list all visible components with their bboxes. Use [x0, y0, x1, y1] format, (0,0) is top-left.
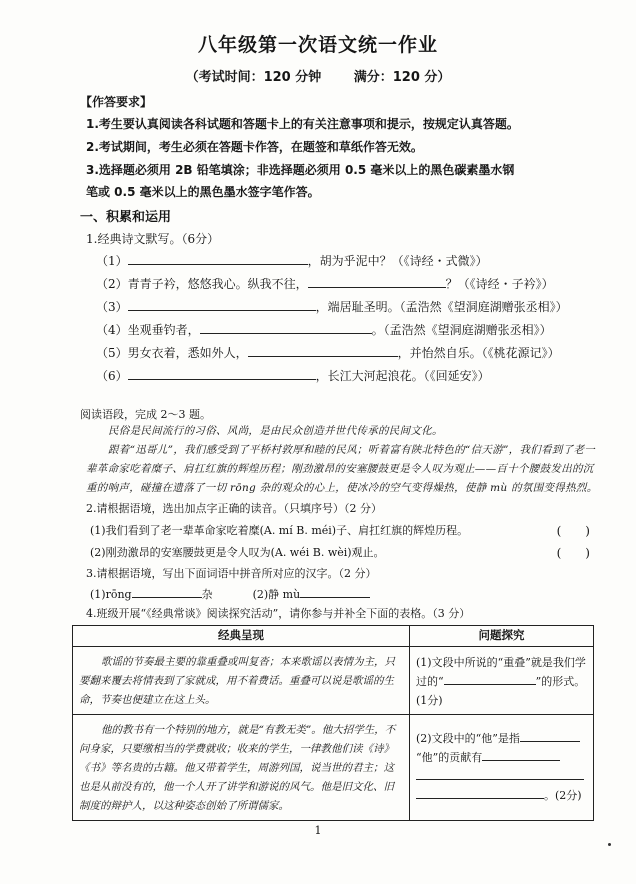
q1-line-3 — [96, 298, 568, 315]
inquiry-2-score: 。(2分) — [544, 789, 582, 802]
answer-blank[interactable] — [300, 585, 370, 598]
line-text: ，胡为乎泥中？（《诗经・式微》） — [307, 254, 488, 268]
answer-blank[interactable] — [308, 275, 446, 288]
answer-blank[interactable] — [520, 729, 580, 742]
line-number: （3） — [96, 300, 128, 314]
requirement-2: 2.考试期间，考生必须在答题卡作答，在题签和草纸作答无效。 — [86, 140, 423, 154]
page-number: 1 — [314, 824, 322, 837]
q1-line-2 — [96, 275, 554, 292]
q2-item-1: (1)我们看到了老一辈革命家吃着糜(A. mí B. méi)子、肩扛红旗的辉煌历程。 — [90, 524, 469, 537]
answer-blank[interactable] — [128, 367, 316, 380]
q3-item-1-suffix: 杂 — [201, 588, 213, 601]
inquiry-1-score: (1分) — [416, 694, 443, 707]
line-number: （4） — [96, 323, 128, 337]
q3-item-2: (2)静 mù — [252, 588, 301, 601]
reading-passage — [86, 422, 598, 498]
q1-line-1 — [96, 252, 488, 269]
q4-table — [72, 625, 594, 821]
answer-blank[interactable] — [128, 252, 308, 265]
passage-paragraph-1: 民俗是民间流行的习俗、风尚，是由民众创造并世代传承的民间文化。 — [108, 425, 443, 437]
line-text: 坐观垂钓者， — [127, 323, 200, 337]
q2-answer-1[interactable]: ( ) — [556, 524, 590, 538]
classic-text-1-content: 歌谣的节奏最主要的靠重叠或叫复沓；本来歌谣以表情为主，只要翻来覆去将情表到了家就成，用不着费话。重叠可以说是歌谣的生命，节奏也便建立在这上头。 — [79, 656, 395, 706]
q1-line-5 — [96, 344, 560, 361]
q2-answer-2[interactable]: ( ) — [556, 546, 590, 560]
answer-blank[interactable] — [128, 298, 316, 311]
q1-line-4 — [96, 321, 552, 338]
answer-blank[interactable] — [416, 767, 584, 780]
page-title: 八年级第一次语文统一作业 — [197, 34, 438, 56]
q1-line-6 — [96, 367, 490, 384]
answer-blank[interactable] — [482, 748, 560, 761]
inquiry-cell-1 — [410, 647, 594, 715]
requirements-heading: 【作答要求】 — [80, 95, 153, 109]
line-text: 青青子衿，悠悠我心。纵我不往， — [127, 277, 308, 291]
classic-text-2-content: 他的教书有一个特别的地方，就是“有教无类”。他大招学生，不问身家，只要缴相当的学费就收；收来的学生，一律教他们读《诗》《书》等名贵的古籍。他又带着学生，周游列国，说当世的君主；这也是从前没有的，他一个人开了讲学和游说的风气。他是旧文化、旧制度的辩护人，以这种姿态创始了所谓儒家。 — [79, 724, 396, 812]
line-number: （2） — [96, 277, 128, 291]
full-score: 满分：120 分） — [353, 70, 451, 85]
q4-prompt: 4.班级开展“《经典常谈》阅读探究活动”，请你参与并补全下面的表格。（3 分） — [86, 607, 471, 620]
line-text: 男女衣着，悉如外人， — [127, 346, 248, 360]
inquiry-1-suffix: ”的形式。 — [535, 675, 586, 688]
passage-paragraph-2: 跟着“迅哥儿”，我们感受到了平桥村敦厚和睦的民风；听着富有陕北特色的“信天游”，我们看到了老一辈革命家吃着糜子、肩扛红旗的辉煌历程；刚劲激昂的安塞腰鼓更是令人叹为观止——百十个腰鼓发出的沉重的响声，碰撞在遗落了一切 rōng 杂的观众的心上，使冰冷的空气变得燥热，使静 mù 的氛围变得热烈。 — [86, 444, 598, 494]
line-text: 。（孟浩然《望洞庭湖赠张丞相》） — [371, 323, 552, 337]
scan-speck — [608, 843, 611, 846]
line-text: ，并怡然自乐。（《桃花源记》） — [397, 346, 560, 360]
q1-prompt: 1.经典诗文默写。（6分） — [86, 232, 220, 246]
table-row — [73, 647, 594, 715]
inquiry-2-contribution: “他”的贡献有 — [416, 751, 483, 764]
q3-item-1: (1)rōng — [90, 588, 132, 601]
answer-blank[interactable] — [132, 585, 202, 598]
q3-prompt: 3.请根据语境，写出下面词语中拼音所对应的汉字。（2 分） — [86, 567, 377, 580]
reading-intro: 阅读语段，完成 2～3 题。 — [80, 408, 211, 421]
inquiry-2-text: (2)文段中的“他”是指 — [416, 732, 520, 745]
answer-blank[interactable] — [200, 321, 372, 334]
q2-item-2: (2)刚劲激昂的安塞腰鼓更是令人叹为(A. wéi B. wèi)观止。 — [90, 546, 385, 559]
section-title: 一、积累和运用 — [80, 210, 172, 225]
requirement-1: 1.考生要认真阅读各科试题和答题卡上的有关注意事项和提示，按规定认真答题。 — [86, 117, 519, 131]
classic-text-2 — [73, 715, 410, 821]
line-number: （1） — [96, 254, 128, 268]
column-header-classic: 经典呈现 — [73, 626, 410, 647]
q2-prompt: 2.请根据语境，选出加点字正确的读音。（只填序号）（2 分） — [86, 502, 382, 515]
requirement-3: 3.选择题必须用 2B 铅笔填涂；非选择题必须用 0.5 毫米以上的黑色碳素墨水钢 — [86, 163, 515, 177]
line-number: （6） — [96, 369, 128, 383]
line-text: ？（《诗经・子衿》） — [445, 277, 554, 291]
inquiry-1-text: (1)文段中所说的“重叠”就是我们学过的“ — [416, 656, 586, 688]
line-text: ，长江大河起浪花。（《回延安》） — [315, 369, 490, 383]
line-text: ，端居耻圣明。（孟浩然《望洞庭湖赠张丞相》） — [315, 300, 568, 314]
q3-items — [90, 585, 370, 602]
answer-blank[interactable] — [444, 672, 536, 685]
table-row — [73, 715, 594, 821]
answer-blank[interactable] — [248, 344, 398, 357]
classic-text-1 — [73, 647, 410, 715]
line-number: （5） — [96, 346, 128, 360]
exam-time: （考试时间：120 分钟 — [185, 70, 322, 85]
column-header-inquiry: 问题探究 — [410, 626, 594, 647]
exam-info — [0, 66, 636, 85]
requirement-3-cont: 笔或 0.5 毫米以上的黑色墨水签字笔作答。 — [86, 185, 320, 199]
inquiry-cell-2 — [410, 715, 594, 821]
table-header-row — [73, 626, 594, 647]
answer-blank[interactable] — [416, 786, 544, 799]
